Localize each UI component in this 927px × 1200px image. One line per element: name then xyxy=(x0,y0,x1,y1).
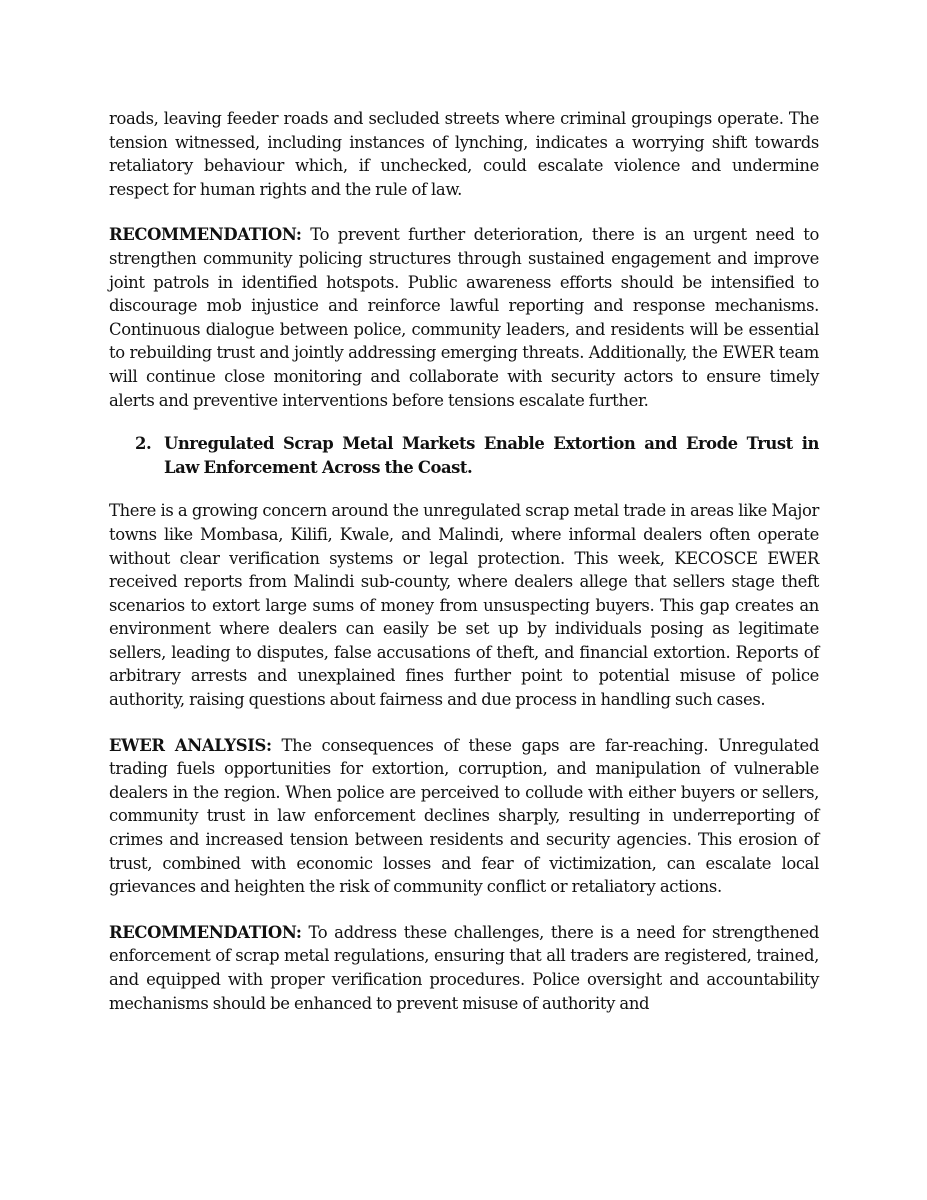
recommendation-label: RECOMMENDATION: xyxy=(109,922,302,942)
paragraph-text: The consequences of these gaps are far-reaching. Unregulated trading fuels opportunities for extortion, corruption, and manipulation of vulnerable dealers in the region. When police are perceived to collude with either buyers or sellers, community trust in law enforcement declines sharply, resulting in underreporting of crimes and increased tension between residents and security agencies. This erosion of trust, combined with economic losses and fear of victimization, can escalate local grievances and heighten the risk of community conflict or retaliatory actions. xyxy=(109,735,819,897)
paragraph-recommendation-2 xyxy=(109,921,819,1015)
paragraph-ewer-analysis xyxy=(109,734,819,899)
paragraph-text: roads, leaving feeder roads and secluded streets where criminal groupings operate. The tension witnessed, including instances of lynching, indicates a worrying shift towards retaliatory behaviour which, if unchecked, could escalate violence and undermine respect for human rights and the rule of law. xyxy=(109,109,819,199)
document-page xyxy=(109,107,819,1015)
section-heading-scrap-metal xyxy=(109,432,819,479)
paragraph-text: There is a growing concern around the unregulated scrap metal trade in areas like Major towns like Mombasa, Kilifi, Kwale, and Malindi, where informal dealers often operate without clear verification systems or legal protection. This week, KECOSCE EWER received reports from Malindi sub-county, where dealers allege that sellers stage theft scenarios to extort large sums of money from unsuspecting buyers. This gap creates an environment where dealers can easily be set up by individuals posing as legitimate sellers, leading to disputes, false accusations of theft, and financial extortion. Reports of arbitrary arrests and unexplained fines further point to potential misuse of police authority, raising questions about fairness and due process in handling such cases. xyxy=(109,501,819,710)
section-number: 2. xyxy=(135,434,152,454)
paragraph-text: To prevent further deterioration, there is an urgent need to strengthen community policing structures through sustained engagement and improve joint patrols in identified hotspots. Public awareness efforts should be intensified to discourage mob injustice and reinforce lawful reporting and response mechanisms. Continuous dialogue between police, community leaders, and residents will be essential to rebuilding trust and jointly addressing emerging threats. Additionally, the EWER team will continue close monitoring and collaborate with security actors to ensure timely alerts and preventive interventions before tensions escalate further. xyxy=(109,225,819,410)
paragraph-scrap-metal-concern xyxy=(109,499,819,711)
paragraph-text: To address these challenges, there is a need for strengthened enforcement of scrap metal regulations, ensuring that all traders are registered, trained, and equipped with proper verification procedures. Police oversight and accountability mechanisms should be enhanced to prevent misuse of authority and xyxy=(109,922,819,1013)
paragraph-lynching-context xyxy=(109,107,819,201)
section-title: Unregulated Scrap Metal Markets Enable Extortion and Erode Trust in Law Enforcement Across the Coast. xyxy=(164,434,819,477)
recommendation-label: RECOMMENDATION: xyxy=(109,225,302,245)
paragraph-recommendation-1 xyxy=(109,223,819,412)
ewer-analysis-label: EWER ANALYSIS: xyxy=(109,735,272,755)
